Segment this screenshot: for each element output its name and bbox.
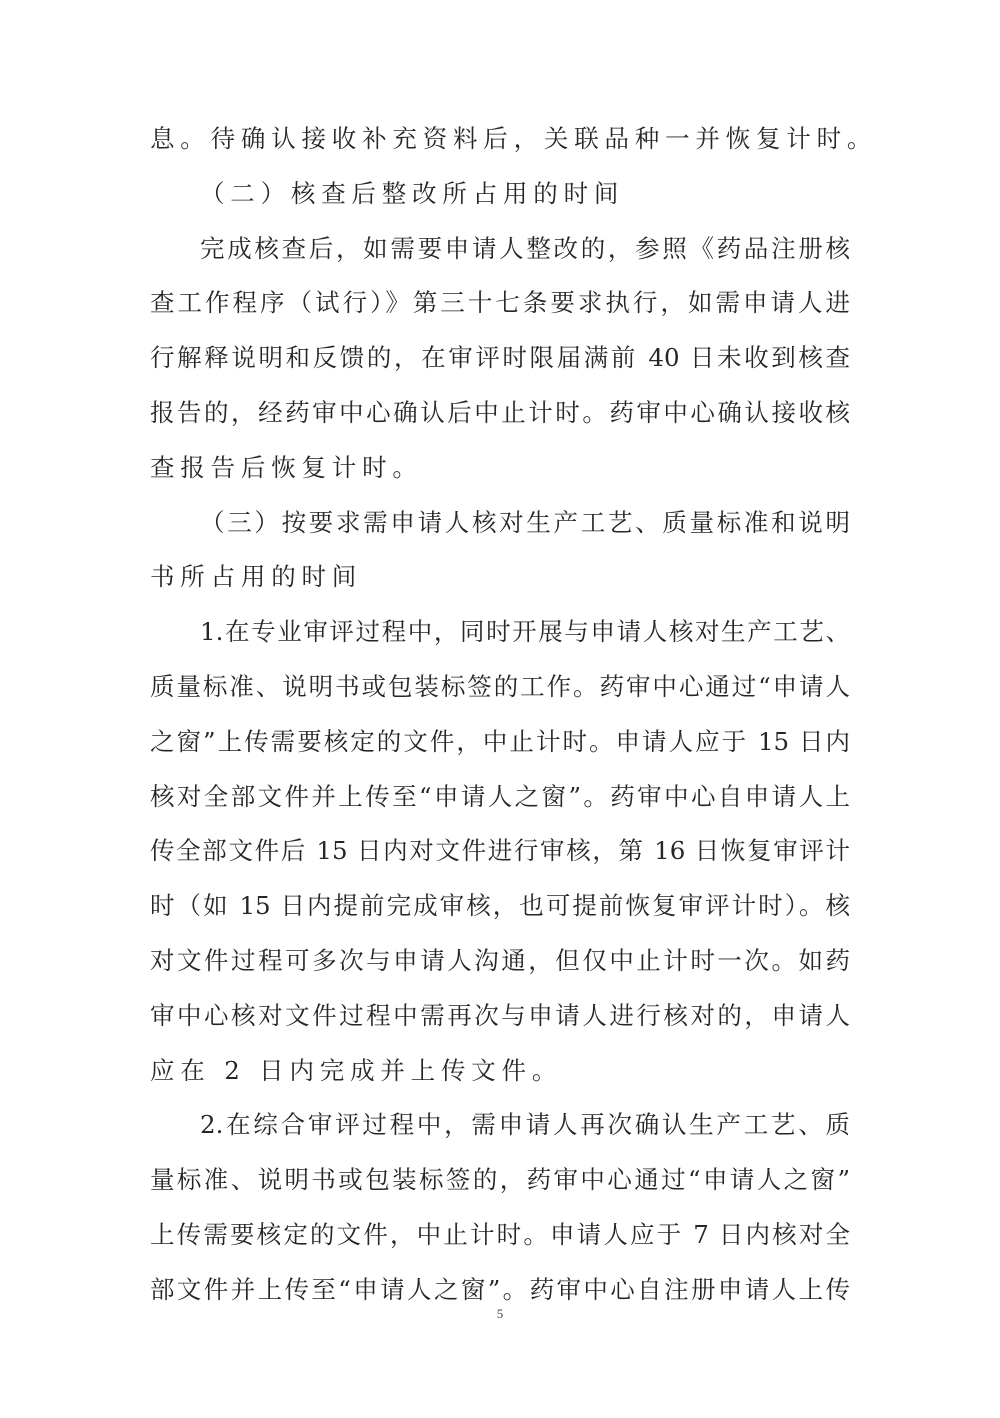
text-line: 息。待确认接收补充资料后，关联品种一并恢复计时。 bbox=[150, 124, 878, 153]
page-number: 5 bbox=[496, 1306, 504, 1321]
text-line: 质量标准、说明书或包装标签的工作。药审中心通过“申请人 bbox=[150, 671, 850, 701]
text-line: 对文件过程可多次与申请人沟通，但仅中止计时一次。如药 bbox=[150, 945, 850, 975]
section-heading-2: （二）核查后整改所占用的时间 bbox=[200, 178, 625, 208]
list-item-2: 2.在综合审评过程中，需申请人再次确认生产工艺、质 bbox=[200, 1110, 850, 1140]
section-heading-3: （三）按要求需申请人核对生产工艺、质量标准和说明 bbox=[200, 507, 850, 537]
text-line: 查工作程序（试行）》第三十七条要求执行，如需申请人进 bbox=[150, 288, 850, 318]
text-line: 应在 2 日内完成并上传文件。 bbox=[150, 1055, 563, 1085]
text-line: 核对全部文件并上传至“申请人之窗”。药审中心自申请人上 bbox=[150, 781, 850, 811]
document-body bbox=[150, 112, 878, 1318]
text-line: 量标准、说明书或包装标签的，药审中心通过“申请人之窗” bbox=[150, 1165, 850, 1195]
text-line: 报告的，经药审中心确认后中止计时。药审中心确认接收核 bbox=[150, 397, 850, 427]
text-line: 传全部文件后 15 日内对文件进行审核，第 16 日恢复审评计 bbox=[150, 836, 850, 866]
list-item-1: 1.在专业审评过程中，同时开展与申请人核对生产工艺、 bbox=[200, 617, 850, 647]
text-line: 时（如 15 日内提前完成审核，也可提前恢复审评计时）。核 bbox=[150, 891, 850, 921]
text-line: 之窗”上传需要核定的文件，中止计时。申请人应于 15 日内 bbox=[150, 726, 850, 756]
section-heading-3-cont: 书所占用的时间 bbox=[150, 562, 363, 592]
text-line: 部文件并上传至“申请人之窗”。药审中心自注册申请人上传 bbox=[150, 1274, 850, 1304]
text-line: 完成核查后，如需要申请人整改的，参照《药品注册核 bbox=[200, 233, 850, 263]
text-line: 行解释说明和反馈的，在审评时限届满前 40 日未收到核查 bbox=[150, 343, 850, 373]
text-line: 审中心核对文件过程中需再次与申请人进行核对的，申请人 bbox=[150, 1000, 850, 1030]
text-line: 上传需要核定的文件，中止计时。申请人应于 7 日内核对全 bbox=[150, 1219, 850, 1249]
text-line: 查报告后恢复计时。 bbox=[150, 452, 423, 482]
